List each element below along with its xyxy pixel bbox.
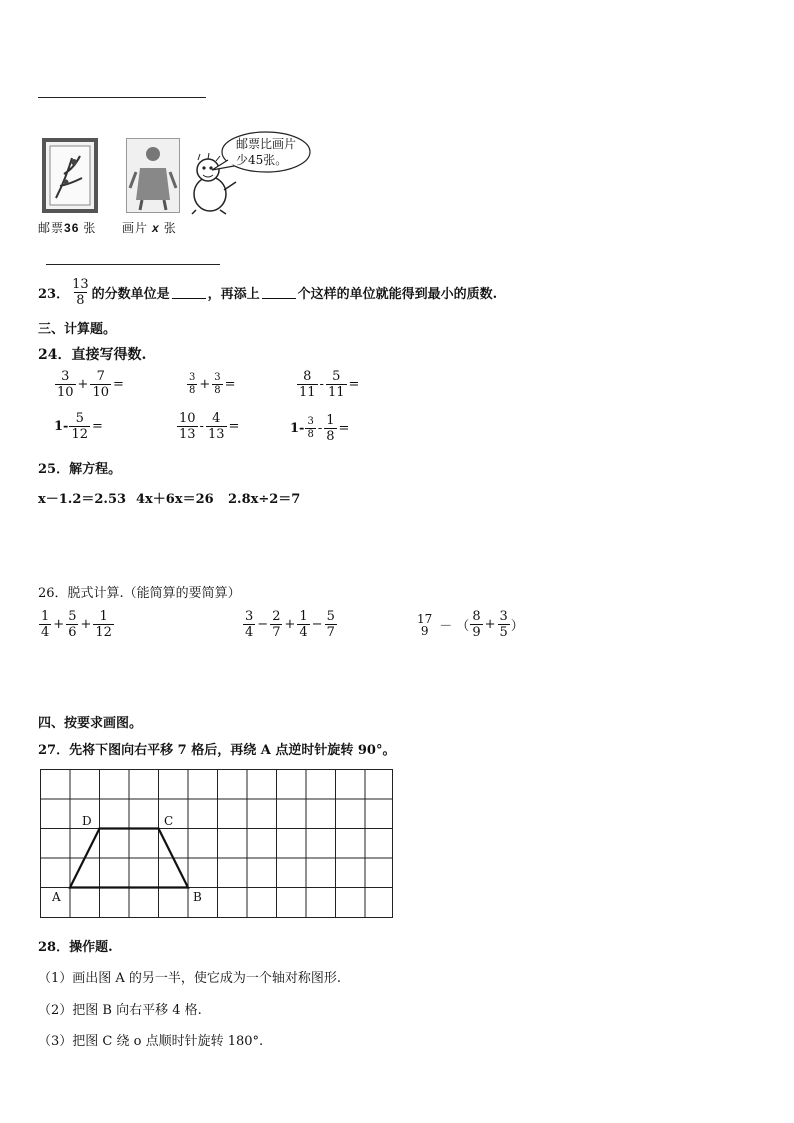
q26-expression-2: $\frac{3}{4}$ − $\frac{2}{7}$ + $\frac{1}{4}$ − $\frac{5}{7}$ bbox=[245, 609, 335, 640]
q24-expression-3: $\frac{8}{11}$ - $\frac{5}{11}$ = bbox=[299, 369, 360, 400]
q27-label-a: A bbox=[52, 890, 61, 904]
section-3-heading: 三、计算题。 bbox=[38, 322, 117, 337]
picture-card-image bbox=[126, 138, 180, 213]
q27-label-d: D bbox=[82, 814, 92, 828]
stamp-caption-prefix: 邮票 bbox=[38, 221, 65, 235]
section-4-heading: 四、按要求画图。 bbox=[38, 716, 143, 731]
answer-line-bottom bbox=[46, 264, 220, 265]
q24-expression-1: $\frac{3}{10}$ + $\frac{7}{10}$ = bbox=[57, 369, 124, 400]
card-caption-suffix: 张 bbox=[163, 221, 177, 235]
speech-bubble-text bbox=[236, 136, 296, 168]
speech-line-1: 邮票比画片 bbox=[236, 137, 297, 151]
q28-item-3: （3）把图 C 绕 o 点顺时针旋转 180°. bbox=[38, 1034, 264, 1049]
q24-expression-5: $\frac{10}{13}$ - $\frac{4}{13}$ = bbox=[179, 411, 240, 442]
card-caption-prefix: 画片 bbox=[122, 221, 149, 235]
picture-card-caption bbox=[122, 219, 177, 236]
q28-item-1: （1）画出图 A 的另一半，使它成为一个轴对称图形. bbox=[38, 971, 342, 986]
q23-text-2: ，再添上 bbox=[207, 287, 260, 302]
speech-line-2: 少45张。 bbox=[236, 153, 288, 167]
q23-text-3: 个这样的单位就能得到最小的质数. bbox=[297, 287, 498, 302]
stamp-caption-number: 36 bbox=[64, 221, 80, 235]
q23-blank-2[interactable] bbox=[262, 286, 296, 299]
q25-equation-1: x－1.2＝2.53 bbox=[38, 492, 127, 507]
stamp-caption-suffix: 张 bbox=[83, 221, 97, 235]
q23-fraction: $\frac{13}{8}$ bbox=[72, 277, 89, 308]
question-25-title: 25．解方程。 bbox=[38, 462, 122, 477]
question-28-title: 28．操作题. bbox=[38, 940, 113, 955]
stamp-image bbox=[42, 138, 98, 213]
question-26-title: 26．脱式计算.（能简算的要简算） bbox=[38, 586, 241, 601]
q26-expression-1: $\frac{1}{4}$ + $\frac{5}{6}$ + $\frac{1}{12}$ bbox=[41, 609, 112, 640]
q23-blank-1[interactable] bbox=[172, 286, 206, 299]
answer-line-top bbox=[38, 97, 206, 98]
q26-expression-3: 17 9 － （ $\frac{8}{9}$ + $\frac{3}{5}$ ） bbox=[417, 609, 524, 640]
q24-expression-2: $\frac{3}{8}$ + $\frac{3}{8}$ = bbox=[189, 372, 236, 396]
q24-expression-4: 1- $\frac{5}{12}$ = bbox=[54, 411, 103, 442]
question-27-title: 27．先将下图向右平移 7 格后，再绕 A 点逆时针旋转 90°。 bbox=[38, 743, 396, 758]
question-23 bbox=[38, 277, 497, 308]
q25-equation-3: 2.8x÷2＝7 bbox=[228, 492, 301, 507]
q23-number: 23． bbox=[38, 287, 70, 302]
q27-grid-figure[interactable] bbox=[38, 768, 396, 920]
question-24-title: 24．直接写得数. bbox=[38, 347, 147, 363]
q23-text-1: 的分数单位是 bbox=[91, 287, 170, 302]
grid-lines bbox=[41, 770, 393, 918]
stamp-caption bbox=[38, 219, 96, 236]
q27-label-b: B bbox=[193, 890, 202, 904]
q25-equation-2: 4x＋6x＝26 bbox=[136, 492, 214, 507]
q28-item-2: （2）把图 B 向右平移 4 格. bbox=[38, 1003, 202, 1018]
q27-label-c: C bbox=[164, 814, 174, 828]
q24-expression-6: 1- $\frac{3}{8}$ - $\frac{1}{8}$ = bbox=[290, 413, 350, 444]
card-caption-variable: x bbox=[152, 221, 160, 235]
